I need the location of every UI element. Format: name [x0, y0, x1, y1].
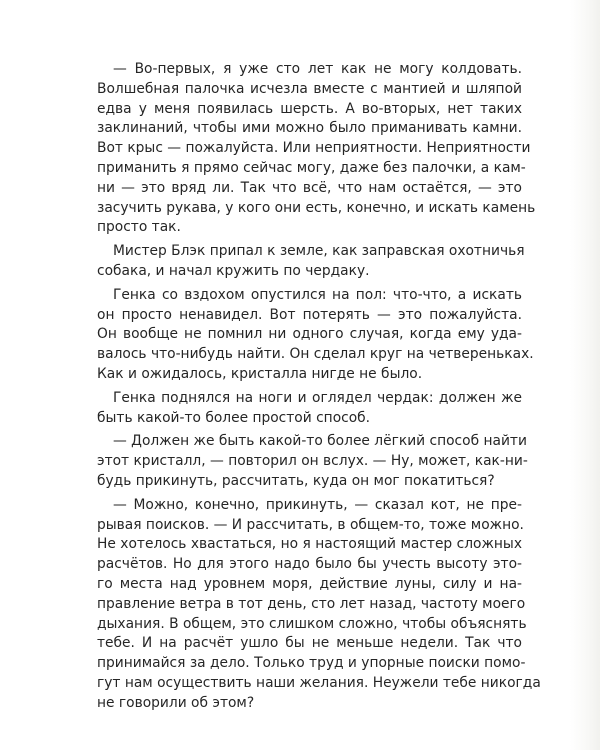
text-line: засучить рукава, у кого они есть, конечно, и искать камень	[97, 199, 536, 216]
text-line: рывая поисков. — И рассчитать, в общем-то, тоже можно.	[97, 516, 524, 533]
text-line: — Можно, конечно, прикинуть, — сказал кот, не пре-	[113, 496, 522, 513]
text-line: Он вообще не помнил ни одного случая, когда ему уда-	[97, 326, 522, 343]
text-line: будь прикинуть, рассчитать, куда он мог покатиться?	[97, 472, 495, 489]
text-line: быть какой-то более простой способ.	[97, 409, 371, 426]
text-line: — Должен же быть какой-то более лёгкий способ найти	[113, 433, 527, 450]
text-line: Не хотелось хвастаться, но я настоящий мастер сложных	[97, 536, 522, 553]
text-line: приманить я прямо сейчас могу, даже без палочки, а кам-	[97, 159, 526, 176]
text-line: едва у меня появилась шерсть. А во-вторых, нет таких	[97, 100, 522, 117]
text-line: — Во-первых, я уже сто лет как не могу колдовать.	[113, 61, 522, 77]
text-line: Генка со вздохом опустился на пол: что-что, а искать	[113, 286, 522, 303]
text-line: Волшебная палочка исчезла вместе с мантией и шляпой	[97, 80, 522, 97]
text-line: принимайся за дело. Только труд и упорные поиски помо-	[97, 655, 526, 672]
text-line: Генка поднялся на ноги и оглядел чердак: должен же	[113, 389, 522, 406]
text-line: правление ветра в тот день, сто лет назад, частоту моего	[97, 595, 526, 612]
page-edge-shadow	[570, 0, 600, 750]
text-line: этот кристалл, — повторил он вслух. — Ну, может, как-ни-	[97, 453, 528, 470]
text-body	[97, 60, 541, 714]
text-line: дыхания. В общем, это слишком сложно, чтобы объяснять	[97, 615, 527, 632]
text-line: Как и ожидалось, кристалла нигде не было.	[97, 365, 423, 382]
paragraph	[97, 286, 534, 385]
text-line: не говорили об этом?	[97, 694, 255, 711]
paragraph	[97, 389, 522, 429]
text-line: собака, и начал кружить по чердаку.	[97, 262, 370, 279]
paragraph	[97, 60, 536, 238]
text-line: Вот крыс — пожалуйста. Или неприятности. Неприятности	[97, 140, 531, 157]
text-line: Мистер Блэк припал к земле, как заправская охотничья	[113, 243, 525, 260]
text-line: валось что-нибудь найти. Он сделал круг на четвереньках.	[97, 346, 534, 363]
text-line: он просто ненавидел. Вот потерять — это пожалуйста.	[97, 306, 522, 323]
text-line: го места над уровнем моря, действие луны, силу и на-	[97, 575, 522, 592]
paragraph	[97, 432, 528, 491]
text-line: заклинаний, чтобы ими можно было приманивать камни.	[97, 120, 522, 137]
paragraph	[97, 496, 541, 714]
text-line: гут нам осуществить наши желания. Неужели тебе никогда	[97, 674, 541, 691]
text-line: расчётов. Но для этого надо было бы учесть высоту это-	[97, 556, 522, 573]
text-line: тебе. И на расчёт ушло бы не меньше недели. Так что	[97, 635, 522, 652]
text-line: ни — это вряд ли. Так что всё, что нам остаётся, — это	[97, 179, 522, 196]
text-line: просто так.	[97, 219, 181, 236]
paragraph	[97, 242, 525, 282]
